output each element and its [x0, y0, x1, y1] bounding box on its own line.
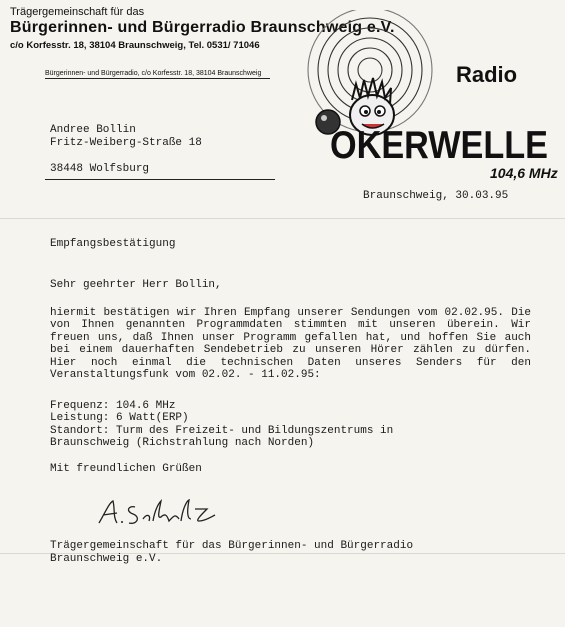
sender-organization	[50, 540, 413, 565]
spec-location-cont: Braunschweig (Richstrahlung nach Norden)	[50, 437, 315, 450]
recipient-city: 38448 Wolfsburg	[50, 163, 150, 175]
recipient-street: Fritz-Weiberg-Straße 18	[50, 136, 202, 149]
recipient-address	[50, 124, 202, 149]
spec-location: Standort: Turm des Freizeit- und Bildungszentrums in	[50, 424, 394, 437]
recipient-name: Andree Bollin	[50, 124, 136, 136]
letter-date: Braunschweig, 30.03.95	[363, 190, 509, 202]
letter-body: hiermit bestätigen wir Ihren Empfang unserer Sendungen vom 02.02.95. Die von Ihnen genannten Programmdaten stimmten mit unseren überein. Wir freuen uns, daß Ihnen unser Programm gefallen hat, und hoffen Sie auch bei einem dauerhaften Sendebetrieb zu unseren Hörer zählen zu dürfen. Hier noch einmal die technischen Daten unseres Senders für den Veranstaltungsfunk vom 02.02. - 11.02.95:	[50, 307, 531, 382]
salutation: Sehr geehrter Herr Bollin,	[50, 279, 222, 291]
letterhead-org-small: Trägergemeinschaft für das	[10, 6, 145, 18]
handwritten-signature	[95, 495, 220, 530]
logo-frequency-text: 104,6 MHz	[490, 165, 558, 181]
closing: Mit freundlichen Grüßen	[50, 463, 202, 475]
address-window-line	[45, 179, 275, 180]
transmitter-specs	[50, 400, 393, 450]
spec-power: Leistung: 6 Watt(ERP)	[50, 412, 189, 425]
return-address: Bürgerinnen- und Bürgerradio, c/o Korfesstr. 18, 38104 Braunschweig	[45, 70, 270, 79]
sender-org-line2: Braunschweig e.V.	[50, 552, 163, 565]
logo-name-text: OKERWELLE	[330, 124, 548, 167]
letterhead-org-name: Bürgerinnen- und Bürgerradio Braunschweig e.V.	[10, 19, 395, 36]
sender-org-line1: Trägergemeinschaft für das Bürgerinnen- und Bürgerradio	[50, 540, 414, 552]
letterhead-address: c/o Korfesstr. 18, 38104 Braunschweig, Tel. 0531/ 71046	[10, 40, 260, 51]
logo-radio-text: Radio	[456, 62, 518, 87]
okerwelle-logo	[300, 10, 560, 185]
spec-frequency: Frequenz: 104.6 MHz	[50, 400, 176, 412]
letter-subject: Empfangsbestätigung	[50, 238, 176, 250]
paper-fold	[0, 218, 565, 219]
